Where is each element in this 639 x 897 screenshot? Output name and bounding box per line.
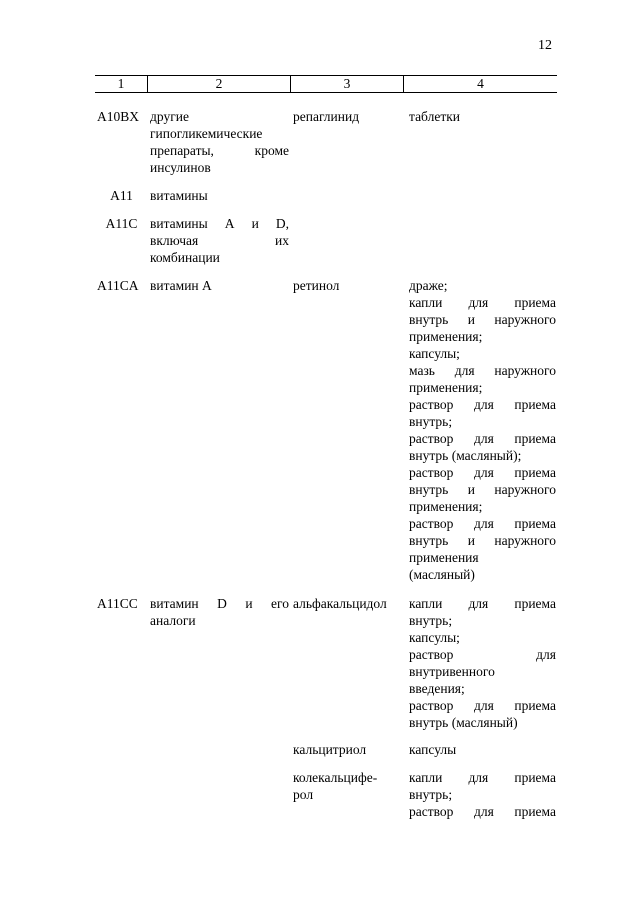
- word: и: [251, 216, 259, 231]
- dosage-forms: [409, 108, 556, 125]
- text-line: [409, 430, 556, 447]
- atc-code: A11: [110, 188, 133, 203]
- group-name: [150, 215, 289, 266]
- text-line: аналоги: [150, 613, 196, 628]
- text-line: капсулы: [409, 742, 457, 757]
- word: раствор: [409, 698, 454, 713]
- text-line: [409, 532, 556, 549]
- header-col-3: 3: [291, 76, 404, 92]
- substance-name: [293, 595, 403, 612]
- word: для: [473, 804, 494, 819]
- word: мазь: [409, 363, 435, 378]
- text-line: [409, 396, 556, 413]
- substance-name: [293, 769, 403, 803]
- word: витамины: [150, 216, 208, 231]
- word: для: [473, 431, 494, 446]
- group-name: [150, 108, 289, 176]
- text-line: витамин A: [150, 278, 212, 293]
- word: наружного: [494, 312, 556, 327]
- text-line: применения;: [409, 499, 483, 514]
- word: приема: [514, 804, 556, 819]
- text-line: [409, 646, 556, 663]
- word: капли: [409, 295, 443, 310]
- text-line: ретинол: [293, 278, 340, 293]
- text-line: внутривенного: [409, 664, 495, 679]
- text-line: витамины: [150, 188, 208, 203]
- text-line: внутрь;: [409, 787, 453, 802]
- word: для: [473, 465, 494, 480]
- word: капли: [409, 770, 443, 785]
- word: раствор: [409, 397, 454, 412]
- word: включая: [150, 233, 199, 248]
- text-line: [409, 464, 556, 481]
- text-line: внутрь;: [409, 414, 453, 429]
- text-line: [409, 595, 556, 612]
- text-line: [409, 697, 556, 714]
- word: его: [271, 596, 289, 611]
- word: кроме: [254, 143, 289, 158]
- text-line: [409, 769, 556, 786]
- word: для: [473, 516, 494, 531]
- text-line: введения;: [409, 681, 465, 696]
- substance-name: [293, 108, 403, 125]
- word: для: [473, 698, 494, 713]
- word: для: [473, 397, 494, 412]
- word: наружного: [494, 363, 556, 378]
- dosage-forms: [409, 595, 556, 731]
- text-line: применения: [409, 550, 479, 565]
- header-col-1: 1: [95, 76, 148, 92]
- text-line: [150, 142, 289, 159]
- word: D: [217, 596, 227, 611]
- substance-name: [293, 277, 403, 294]
- text-line: инсулинов: [150, 160, 211, 175]
- group-name: [150, 277, 289, 294]
- substance-name: [293, 741, 403, 758]
- text-line: другие: [150, 109, 189, 124]
- text-line: [409, 481, 556, 498]
- atc-code: A11CA: [97, 278, 139, 293]
- word: капли: [409, 596, 443, 611]
- word: приема: [514, 770, 556, 785]
- text-line: (масляный): [409, 567, 475, 582]
- group-name: [150, 187, 289, 204]
- text-line: капсулы;: [409, 630, 460, 645]
- text-line: кальцитриол: [293, 742, 367, 757]
- text-line: применения;: [409, 380, 483, 395]
- word: и: [245, 596, 253, 611]
- text-line: драже;: [409, 278, 448, 293]
- text-line: колекальцифе-: [293, 770, 378, 785]
- text-line: [409, 362, 556, 379]
- text-line: внутрь;: [409, 613, 453, 628]
- text-line: рол: [293, 787, 314, 802]
- group-name: [150, 595, 289, 629]
- word: приема: [514, 397, 556, 412]
- word: приема: [514, 465, 556, 480]
- text-line: таблетки: [409, 109, 461, 124]
- header-col-4: 4: [477, 76, 484, 91]
- text-line: внутрь (масляный);: [409, 448, 522, 463]
- word: наружного: [494, 533, 556, 548]
- word: D,: [275, 216, 289, 231]
- word: и: [467, 533, 475, 548]
- word: внутрь: [409, 312, 449, 327]
- word: внутрь: [409, 482, 449, 497]
- text-line: капсулы;: [409, 346, 460, 361]
- text-line: [409, 311, 556, 328]
- word: для: [454, 363, 475, 378]
- page-number: 12: [538, 38, 552, 53]
- word: для: [468, 295, 489, 310]
- text-line: применения;: [409, 329, 483, 344]
- text-line: репаглинид: [293, 109, 360, 124]
- text-line: гипогликемические: [150, 126, 263, 141]
- word: приема: [514, 516, 556, 531]
- text-line: [150, 215, 289, 232]
- word: для: [468, 770, 489, 785]
- text-line: [409, 515, 556, 532]
- atc-code: A11CC: [97, 596, 138, 611]
- word: раствор: [409, 516, 454, 531]
- word: приема: [514, 295, 556, 310]
- text-line: внутрь (масляный): [409, 715, 518, 730]
- table-header: [95, 75, 557, 93]
- text-line: альфакальцидол: [293, 596, 387, 611]
- word: приема: [514, 431, 556, 446]
- text-line: [150, 595, 289, 612]
- word: раствор: [409, 804, 454, 819]
- word: A: [224, 216, 235, 231]
- word: и: [467, 482, 475, 497]
- word: приема: [514, 596, 556, 611]
- text-line: [409, 294, 556, 311]
- word: препараты,: [150, 143, 214, 158]
- atc-code: A11C: [105, 216, 138, 231]
- word: и: [467, 312, 475, 327]
- word: их: [275, 233, 289, 248]
- atc-code: A10BX: [97, 109, 140, 124]
- text-line: комбинации: [150, 250, 220, 265]
- word: для: [468, 596, 489, 611]
- word: раствор: [409, 465, 454, 480]
- word: для: [536, 647, 556, 662]
- dosage-forms: [409, 277, 556, 583]
- text-line: [150, 232, 289, 249]
- dosage-forms: [409, 741, 556, 758]
- word: внутрь: [409, 533, 449, 548]
- header-col-2: 2: [148, 76, 291, 92]
- text-line: [409, 803, 556, 820]
- word: раствор: [409, 431, 454, 446]
- dosage-forms: [409, 769, 556, 820]
- word: наружного: [494, 482, 556, 497]
- word: раствор: [409, 647, 454, 662]
- word: приема: [514, 698, 556, 713]
- word: витамин: [150, 596, 199, 611]
